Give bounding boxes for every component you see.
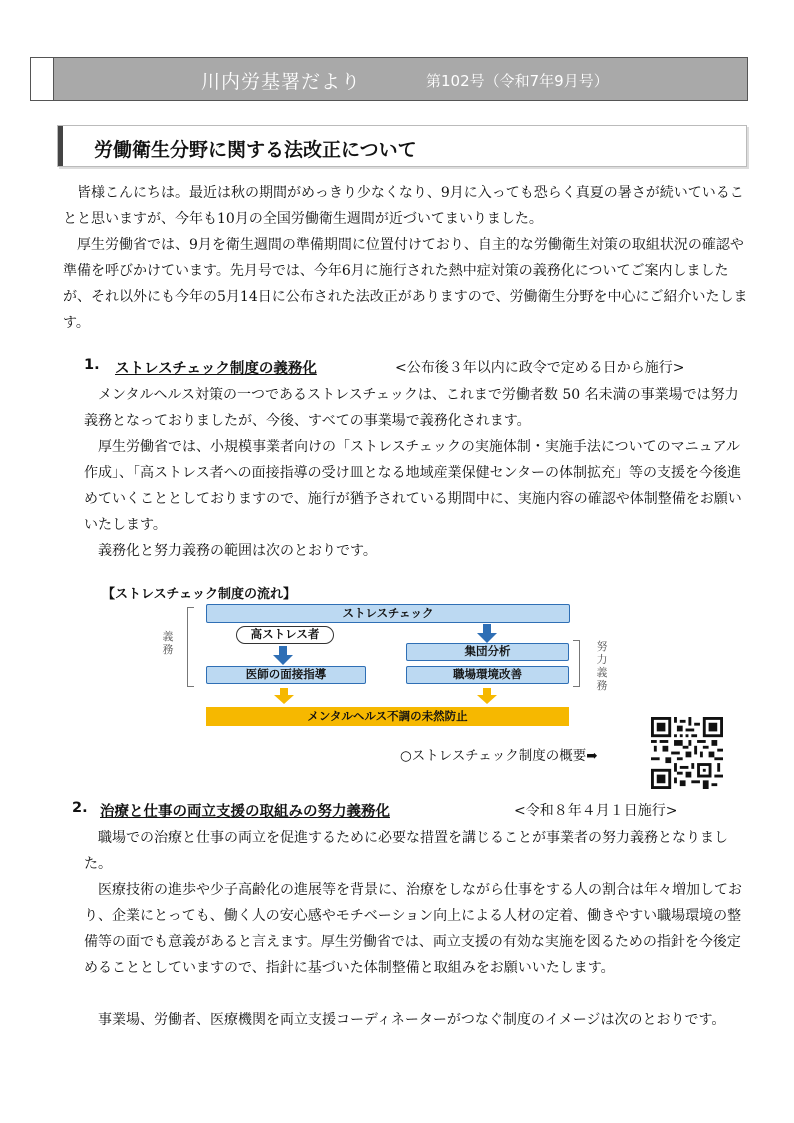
arrow-yellow-right bbox=[477, 688, 497, 704]
item1-number: 1. bbox=[84, 357, 100, 373]
overview-link-text[interactable]: ○ストレスチェック制度の概要➡ bbox=[400, 748, 598, 764]
arrow-yellow-left bbox=[274, 688, 294, 704]
item1-paragraph-3: 義務化と努力義務の範囲は次のとおりです。 bbox=[98, 543, 377, 559]
intro-paragraph-1: 皆様こんにちは。最近は秋の期間がめっきり少なくなり、9月に入っても恐らく真夏の暑さが続いていることと思いますが、今年も10月の全国労働衛生週間が近づいてまいりました。 bbox=[63, 185, 744, 227]
masthead-issue: 第102号（令和7年9月号） bbox=[426, 72, 609, 90]
item2-schedule: <令和８年４月１日施行> bbox=[514, 803, 678, 819]
doctor-interview-box: 医師の面接指導 bbox=[206, 666, 366, 684]
mental-health-prevention-box: メンタルヘルス不調の未然防止 bbox=[206, 707, 569, 726]
item2-title: 治療と仕事の両立支援の取組みの努力義務化 bbox=[100, 804, 390, 820]
item1-paragraph-2: 厚生労働省では、小規模事業者向けの「ストレスチェックの実施体制・実施手法についてのマニュアル作成」、「高ストレス者への面接指導の受け皿となる地域産業保健センターの体制拡充」等の支援を今後進めていくこととしておりますので、施行が猶予されている期間中に、実施内容の確認や体制整備をお願いいたします。 bbox=[84, 439, 742, 533]
workplace-improvement-box: 職場環境改善 bbox=[406, 666, 569, 684]
item1-schedule: <公布後３年以内に政令で定める日から施行> bbox=[395, 360, 685, 376]
qr-code-icon[interactable] bbox=[651, 717, 723, 789]
intro-paragraph-2: 厚生労働省では、9月を衛生週間の準備期間に位置付けており、自主的な労働衛生対策の取組状況の確認や準備を呼びかけています。先月号では、今年6月に施行された熱中症対策の義務化についてご案内しましたが、それ以外にも今年の5月14日に公布された法改正がありますので、労働衛生分野を中心にご紹介いたします。 bbox=[63, 237, 748, 331]
item2-paragraph-1: 職場での治療と仕事の両立を促進するために必要な措置を講じることが事業者の努力義務となりました。 bbox=[84, 830, 728, 872]
item2-paragraph-3: 事業場、労働者、医療機関を両立支援コーディネーターがつなぐ制度のイメージは次のとおりです。 bbox=[98, 1012, 726, 1028]
item2-number: 2. bbox=[72, 800, 88, 816]
arrow-to-doctor bbox=[273, 646, 293, 665]
item1-paragraph-1: メンタルヘルス対策の一つであるストレスチェックは、これまで労働者数 50 名未満の事業場では努力義務となっておりましたが、今後、すべての事業場で義務化されます。 bbox=[84, 387, 739, 429]
diagram-title: 【ストレスチェック制度の流れ】 bbox=[102, 587, 296, 602]
item1-title: ストレスチェック制度の義務化 bbox=[115, 361, 317, 377]
high-stress-pill: 高ストレス者 bbox=[236, 626, 334, 644]
group-analysis-box: 集団分析 bbox=[406, 643, 569, 661]
mandatory-label: 義務 bbox=[162, 630, 174, 656]
masthead-title: 川内労基署だより bbox=[201, 71, 362, 93]
item2-paragraph-2: 医療技術の進歩や少子高齢化の進展等を背景に、治療をしながら仕事をする人の割合は年々増加しており、企業にとっても、働く人の安心感やモチベーション向上による人材の定着、働きやすい職場環境の整備等の面でも意義があると言えます。厚生労働省では、両立支援の有効な実施を図るための指針を今後定めることとしていますので、指針に基づいた体制整備と取組みをお願いいたします。 bbox=[84, 882, 742, 976]
section-title: 労働衛生分野に関する法改正について bbox=[94, 139, 417, 161]
arrow-to-group bbox=[477, 624, 497, 643]
effort-label: 努力義務 bbox=[596, 640, 608, 692]
stress-check-box: ストレスチェック bbox=[206, 604, 570, 623]
